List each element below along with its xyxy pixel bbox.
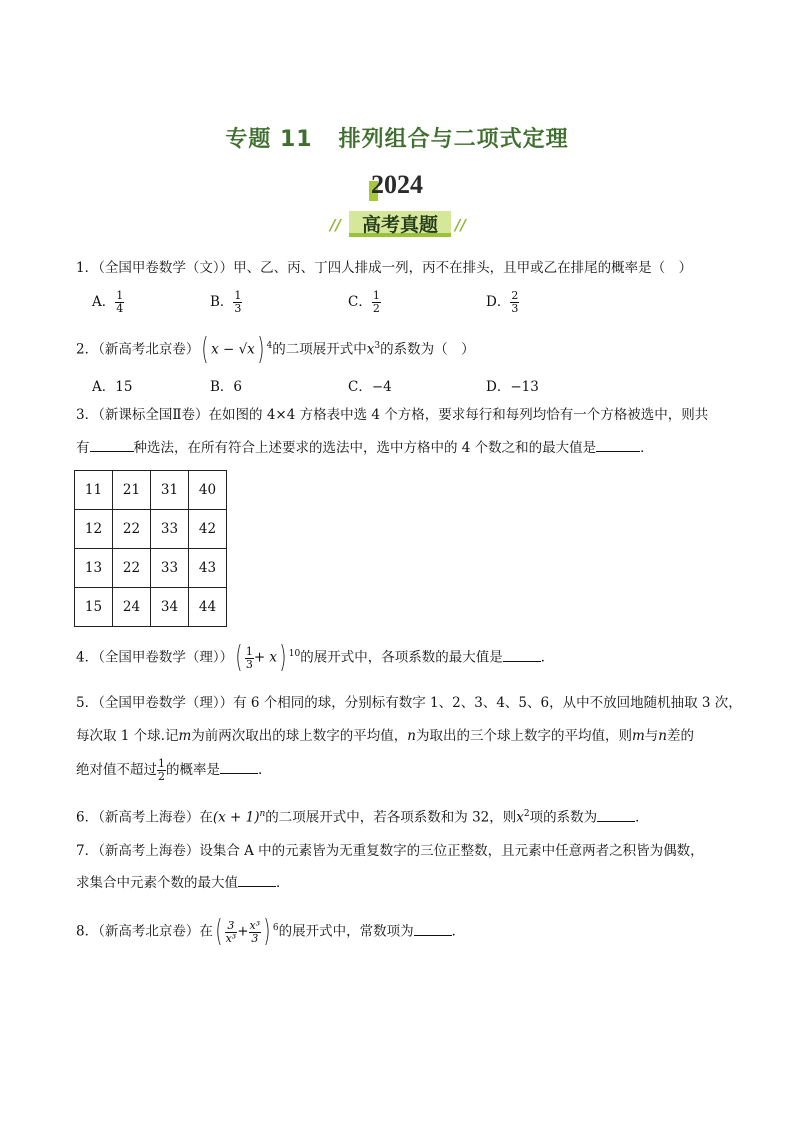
q8-text-a: 在 bbox=[199, 923, 213, 940]
denominator: x³ bbox=[225, 931, 237, 945]
q2-option-c[interactable] bbox=[348, 375, 392, 395]
denominator: 4 bbox=[116, 302, 124, 315]
denominator: 3 bbox=[234, 302, 242, 315]
option-value: 6 bbox=[233, 379, 243, 395]
title-prefix: 专题 11 bbox=[225, 127, 313, 152]
slash-left-decoration: // bbox=[330, 216, 341, 234]
denominator: 3 bbox=[511, 302, 519, 315]
q3-number: 3． bbox=[76, 407, 99, 423]
option-label: C． bbox=[348, 294, 372, 310]
q8-number: 8． bbox=[76, 923, 99, 940]
q7-end: ． bbox=[276, 875, 290, 891]
left-paren: ( bbox=[215, 914, 223, 949]
grid-cell: 22 bbox=[113, 549, 151, 588]
grid-cell: 11 bbox=[75, 471, 113, 510]
q2-source: （新高考北京卷） bbox=[98, 341, 200, 358]
q5-text-b3: 为取出的三个球上数字的平均值，则 bbox=[415, 728, 632, 744]
grid-row bbox=[75, 588, 227, 627]
answer-blank[interactable] bbox=[220, 759, 258, 774]
q7-text-b: 求集合中元素个数的最大值 bbox=[76, 875, 238, 891]
q6-source: （新高考上海卷） bbox=[98, 809, 200, 826]
option-label: D． bbox=[486, 294, 511, 310]
q1-source: （全国甲卷数学（文）） bbox=[98, 260, 234, 276]
q8-source: （新高考北京卷） bbox=[98, 923, 200, 940]
q6-number: 6． bbox=[76, 809, 99, 826]
q5-fraction bbox=[157, 758, 166, 783]
q3-text-b2: 种选法，在所有符合上述要求的选法中，选中方格中的 4 个数之和的最大值是 bbox=[133, 440, 597, 456]
year-label: 2024 bbox=[371, 170, 423, 199]
answer-blank[interactable] bbox=[414, 921, 452, 936]
numerator: 1 bbox=[116, 289, 124, 302]
answer-blank[interactable] bbox=[596, 437, 640, 452]
q5-var-m: m bbox=[178, 728, 192, 744]
q8-text-b: 的展开式中，常数项为 bbox=[278, 923, 414, 940]
question-7 bbox=[76, 841, 704, 861]
page-title bbox=[0, 122, 794, 153]
q6-end: ． bbox=[635, 809, 649, 826]
option-fraction bbox=[233, 290, 242, 315]
numerator: x³ bbox=[249, 918, 261, 932]
grid-cell: 22 bbox=[113, 510, 151, 549]
option-label: B． bbox=[210, 294, 234, 310]
numerator: 1 bbox=[245, 644, 253, 658]
grid-cell: 34 bbox=[151, 588, 189, 627]
grid-cell: 24 bbox=[113, 588, 151, 627]
q6-text-b: 的二项展开式中，若各项系数和为 32，则 bbox=[265, 809, 517, 826]
option-value: −4 bbox=[371, 379, 392, 395]
option-fraction bbox=[372, 290, 381, 315]
question-5-line-3 bbox=[76, 758, 272, 783]
grid-row bbox=[75, 549, 227, 588]
numerator: 3 bbox=[225, 920, 238, 933]
question-1 bbox=[76, 258, 692, 278]
grid-row bbox=[75, 471, 227, 510]
q5-source: （全国甲卷数学（理）） bbox=[98, 695, 234, 711]
denominator: 3 bbox=[251, 931, 259, 945]
question-8 bbox=[76, 914, 466, 949]
q7-source: （新高考上海卷） bbox=[98, 843, 200, 859]
q5-text-c1: 绝对值不超过 bbox=[76, 762, 157, 778]
q3-source: （新课标全国Ⅱ卷） bbox=[98, 407, 209, 423]
denominator: 2 bbox=[158, 770, 165, 783]
left-paren: ( bbox=[201, 332, 209, 367]
q3-text-b1: 有 bbox=[76, 440, 90, 456]
q2-option-b[interactable] bbox=[210, 375, 242, 395]
numerator: 1 bbox=[234, 289, 242, 302]
answer-blank[interactable] bbox=[503, 647, 541, 662]
q6-power: n bbox=[259, 809, 266, 819]
q3-text-a: 在如图的 4×4 方格表中选 4 个方格，要求每行和每列均恰有一个方格被选中，则共 bbox=[208, 407, 709, 423]
answer-blank[interactable] bbox=[597, 807, 635, 822]
grid-cell: 13 bbox=[75, 549, 113, 588]
q2-option-a[interactable] bbox=[92, 375, 132, 395]
q5-text-b5: 差的 bbox=[667, 728, 694, 744]
q2-text-b: 的系数为（ ） bbox=[380, 341, 475, 358]
q5-text-b1: 每次取 1 个球.记 bbox=[76, 728, 179, 744]
option-value: −13 bbox=[510, 379, 539, 395]
q4-fraction bbox=[245, 646, 254, 671]
q2-power: 4 bbox=[266, 341, 273, 351]
q5-text-b2: 为前两次取出的球上数字的平均值， bbox=[191, 728, 408, 744]
title-main: 排列组合与二项式定理 bbox=[338, 127, 569, 152]
q7-text-a: 设集合 A 中的元素皆为无重复数字的三位正整数，且元素中任意两者之积皆为偶数， bbox=[199, 843, 704, 859]
q8-end: ． bbox=[451, 923, 466, 940]
grid-cell: 33 bbox=[151, 549, 189, 588]
q2-variable-power: 3 bbox=[374, 341, 381, 351]
q6-text-a: 在 bbox=[199, 809, 213, 826]
denominator: 3 bbox=[245, 657, 253, 671]
plus-sign: + bbox=[237, 923, 249, 940]
question-2 bbox=[76, 332, 475, 367]
q5-text-a: 有 6 个相同的球，分别标有数字 1、2、3、4、5、6，从中不放回地随机抽取 3 次， bbox=[233, 695, 742, 711]
q4-number: 4． bbox=[76, 649, 99, 666]
numerator: 1 bbox=[372, 289, 380, 302]
q6-variable-power: 2 bbox=[523, 809, 530, 819]
q6-expression: (x + 1) bbox=[212, 809, 260, 826]
left-paren: ( bbox=[235, 640, 243, 675]
q8-power: 6 bbox=[272, 923, 279, 933]
grid-cell: 43 bbox=[189, 549, 227, 588]
right-paren: ) bbox=[263, 914, 271, 949]
q4-end: ． bbox=[540, 649, 555, 666]
right-paren: ) bbox=[257, 332, 265, 367]
q5-number: 5． bbox=[76, 695, 99, 711]
question-4 bbox=[76, 640, 555, 675]
grid-cell: 31 bbox=[151, 471, 189, 510]
q1-option-a[interactable] bbox=[92, 290, 124, 315]
q8-fraction-1 bbox=[225, 920, 238, 945]
option-value: 15 bbox=[115, 379, 133, 395]
q5-var-n: n bbox=[407, 728, 416, 744]
grid-cell: 44 bbox=[189, 588, 227, 627]
slash-right-decoration: // bbox=[455, 216, 466, 234]
q5-var-m: m bbox=[631, 728, 645, 744]
question-3 bbox=[76, 405, 708, 425]
numerator: 2 bbox=[511, 289, 519, 302]
q4-source: （全国甲卷数学（理）） bbox=[98, 649, 234, 666]
question-3-line-2 bbox=[76, 437, 654, 458]
option-fraction bbox=[510, 290, 519, 315]
answer-blank[interactable] bbox=[238, 872, 276, 887]
q4-power: 10 bbox=[288, 649, 301, 659]
q8-fraction-2 bbox=[249, 920, 262, 945]
q1-option-c[interactable] bbox=[348, 290, 381, 315]
question-5 bbox=[76, 693, 742, 713]
option-fraction bbox=[115, 290, 124, 315]
option-label: D． bbox=[486, 379, 511, 395]
denominator: 2 bbox=[372, 302, 380, 315]
question-6 bbox=[76, 804, 649, 828]
q4-text: 的展开式中，各项系数的最大值是 bbox=[300, 649, 503, 666]
answer-blank[interactable] bbox=[90, 437, 134, 452]
grid-cell: 12 bbox=[75, 510, 113, 549]
q1-option-d[interactable] bbox=[486, 290, 519, 315]
grid-cell: 33 bbox=[151, 510, 189, 549]
q2-text-a: 的二项展开式中 bbox=[272, 341, 367, 358]
grid-cell: 21 bbox=[113, 471, 151, 510]
q3-text-b3: ． bbox=[640, 440, 654, 456]
q6-text-c: 项的系数为 bbox=[529, 809, 598, 826]
grid-cell: 40 bbox=[189, 471, 227, 510]
q5-var-n: n bbox=[658, 728, 667, 744]
q7-number: 7． bbox=[76, 843, 99, 859]
right-paren: ) bbox=[279, 640, 287, 675]
option-label: B． bbox=[210, 379, 234, 395]
q1-number: 1． bbox=[76, 260, 99, 276]
q1-option-b[interactable] bbox=[210, 290, 242, 315]
grid-cell: 15 bbox=[75, 588, 113, 627]
question-5-line-2 bbox=[76, 726, 694, 746]
numerator: 1 bbox=[158, 757, 165, 770]
q2-expression: x − √x bbox=[211, 341, 255, 358]
badge-label: 高考真题 bbox=[361, 214, 438, 236]
option-label: C． bbox=[348, 379, 372, 395]
number-grid bbox=[74, 470, 227, 627]
q1-text: 甲、乙、丙、丁四人排成一列，丙不在排头，且甲或乙在排尾的概率是（ ） bbox=[233, 260, 693, 276]
q2-option-d[interactable] bbox=[486, 375, 539, 395]
option-label: A． bbox=[92, 379, 116, 395]
question-7-line-2 bbox=[76, 872, 290, 893]
q2-variable: x bbox=[366, 341, 375, 358]
q2-number: 2． bbox=[76, 341, 99, 358]
q5-text-c2: 的概率是 bbox=[166, 762, 220, 778]
q4-plus-x: + x bbox=[253, 649, 278, 666]
grid-cell: 42 bbox=[189, 510, 227, 549]
q6-variable: x bbox=[516, 809, 524, 826]
option-label: A． bbox=[92, 294, 116, 310]
q5-text-b4: 与 bbox=[644, 728, 659, 744]
grid-row bbox=[75, 510, 227, 549]
q5-end: ． bbox=[258, 762, 272, 778]
